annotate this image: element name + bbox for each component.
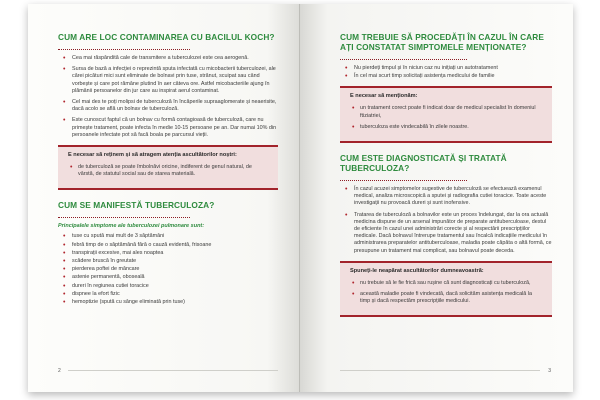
note-box-listeners bbox=[340, 261, 552, 318]
list-item: • această maladie poate fi vindecată, dacă solicităm asistența medicală la timp și dacă respectăm prescripțiile medicului. bbox=[360, 291, 542, 305]
footer-rule bbox=[340, 370, 540, 371]
note-box-attention bbox=[58, 145, 278, 190]
list-item: • nu trebuie să le fie frică sau rușine că sunt diagnosticați cu tuberculoză, bbox=[360, 280, 542, 287]
section-title-contamination: CUM ARE LOC CONTAMINAREA CU BACILUL KOCH? bbox=[58, 32, 275, 42]
list-item: • hemoptizie (spută cu sânge eliminată prin tuse) bbox=[72, 299, 278, 306]
section-title-manifestation: CUM SE MANIFESTĂ TUBERCULOZA? bbox=[58, 200, 215, 211]
footer-rule bbox=[68, 370, 278, 371]
page-number: 2 bbox=[58, 368, 61, 374]
list-item: • Cel mai des te poți molipsi de tuberculoză în încăperile supraaglomerate și neaerisite, dacă acolo se află un bolnav de tuberculoză. bbox=[72, 99, 278, 113]
diagnosis-list bbox=[340, 186, 552, 255]
procedure-list bbox=[340, 65, 552, 80]
left-page bbox=[28, 4, 300, 392]
right-page bbox=[300, 4, 573, 392]
list-item: • Cea mai răspândită cale de transmitere a tuberculozei este cea aerogenă. bbox=[72, 55, 278, 62]
page-number: 3 bbox=[548, 368, 551, 374]
symptoms-subtitle: Principalele simptome ale tuberculozei pulmonare sunt: bbox=[58, 223, 205, 230]
list-item: • dureri în regiunea cutiei toracice bbox=[72, 283, 278, 290]
note-title: E necesar să reținem și să atragem atenția ascultătorilor noștri: bbox=[68, 152, 237, 159]
note-title: Spuneți-le neapărat ascultătorilor dumneavoastră: bbox=[350, 267, 484, 274]
note-list bbox=[350, 105, 542, 131]
list-item: • de tuberculoză se poate îmbolnăvi oricine, indiferent de genul natural, de vârstă, de statutul social sau de starea materială. bbox=[78, 164, 268, 178]
brochure-spread bbox=[28, 4, 573, 392]
list-item: • transpirații excesive, mai ales noaptea bbox=[72, 250, 278, 257]
list-item: • Tratarea de tuberculoză a bolnavilor este un proces îndelungat, dar la ora actuală medicina dispune de un arsenal impunător de preparate antituberculoase, destul de eficiente în cazul unei administrări corecte și al respectării prescripțiilor medicale. Dacă bolnavul întrerupe tratamentul sau încalcă indicațiile medicului în administrarea preparatelor antituberculoase, maladia poate căpăta o altă formă, ce presupune un tratament mai complicat, sau bolnavul poate deceda. bbox=[354, 212, 552, 255]
list-item: • un tratament corect poate fi indicat doar de medicul specialist în domeniul ftiziatriei, bbox=[360, 105, 542, 119]
section-title-diagnosis: CUM ESTE DIAGNOSTICATĂ ȘI TRATATĂ TUBERCULOZA? bbox=[340, 153, 507, 174]
list-item: • astenie permanentă, oboseală bbox=[72, 274, 278, 281]
list-item: • Nu pierdeți timpul și în niciun caz nu inițiați un autotratament bbox=[354, 65, 552, 72]
dotted-divider bbox=[340, 177, 467, 181]
list-item: • tuse cu spută mai mult de 3 săptămâni bbox=[72, 233, 278, 240]
contamination-list bbox=[58, 55, 278, 139]
dotted-divider bbox=[340, 56, 467, 60]
list-item: • febră timp de o săptămână fără o cauză evidentă, frisoane bbox=[72, 242, 278, 249]
list-item: • tuberculoza este vindecabilă în zilele noastre. bbox=[360, 124, 542, 131]
list-item: • Sursa de bază a infecției o reprezintă sputa infectată cu micobacterii tuberculozei, ale cărei picături mici sunt eliminate de bolnavi prin tuse, strănut, scuipat sau când vorbește și care pot rămâne plutind în aer câteva ore. Astfel micobacteriile ajung în plămânii persoanelor din jur care au inspirat aerul contaminat. bbox=[72, 66, 278, 95]
list-item: • dispnee la efort fizic bbox=[72, 291, 278, 298]
list-item: • În cazul acuzei simptomelor sugestive de tuberculoză se efectuează examenul medical, analiza microscopică a sputei și radiografia cutiei toracice. Toate aceste investigații nu provoacă dureri și sunt inofensive. bbox=[354, 186, 552, 208]
note-title: E necesar să menționăm: bbox=[350, 93, 418, 100]
list-item: • scădere bruscă în greutate bbox=[72, 258, 278, 265]
section-title-procedure: CUM TREBUIE SĂ PROCEDĂȚI ÎN CAZUL ÎN CARE AȚI CONSTATAT SIMPTOMELE MENȚIONATE? bbox=[340, 32, 544, 52]
list-item: • pierderea poftei de mâncare bbox=[72, 266, 278, 273]
symptoms-list bbox=[58, 233, 278, 306]
note-list bbox=[68, 164, 268, 178]
note-box-mention bbox=[340, 86, 552, 143]
dotted-divider bbox=[58, 214, 190, 218]
right-page-content bbox=[340, 32, 552, 327]
left-page-content bbox=[58, 32, 278, 312]
list-item: • Este cunoscut faptul că un bolnav cu formă contagioasă de tuberculoză, care nu primește tratament, poate infecta în medie 10-15 persoane pe an. Dar numai 10% din persoanele infectate pot să facă boala pe parcursul vieții. bbox=[72, 117, 278, 139]
note-list bbox=[350, 280, 542, 306]
dotted-divider bbox=[58, 46, 190, 50]
list-item: • În cel mai scurt timp solicitați asistența medicului de familie bbox=[354, 73, 552, 80]
